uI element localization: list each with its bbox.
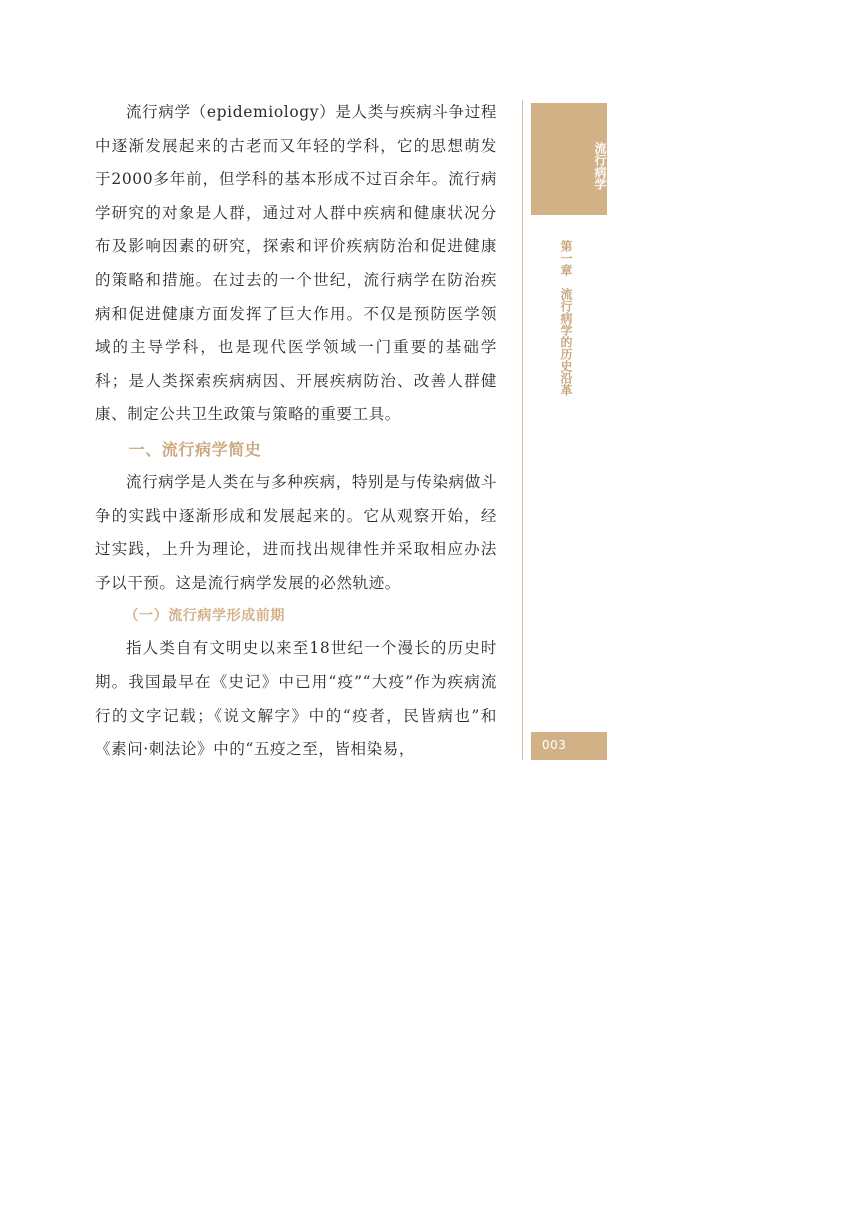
page-number-tab [531, 732, 607, 760]
book-title-tab [531, 103, 607, 215]
history-paragraph: 流行病学是人类在与多种疾病，特别是与传染病做斗争的实践中逐渐形成和发展起来的。它从观察开始，经过实践，上升为理论，进而找出规律性并采取相应办法予以干预。这是流行病学发展的必然轨迹。 [95, 472, 497, 592]
section-heading-history: 一、流行病学简史 [128, 439, 262, 459]
page-number: 003 [542, 738, 567, 752]
margin-divider [522, 100, 523, 760]
subsection-heading-early-period: （一）流行病学形成前期 [124, 608, 285, 625]
book-title: 流行病学 [593, 142, 607, 190]
early-period-paragraph: 指人类自有文明史以来至18世纪一个漫长的历史时期。我国最早在《史记》中已用“疫”“大疫”作为疾病流行的文字记载；《说文解字》中的“疫者，民皆病也”和《素问·刺法论》中的“五疫之至，皆相染易， [95, 639, 497, 759]
intro-paragraph: 流行病学（epidemiology）是人类与疾病斗争过程中逐渐发展起来的古老而又年轻的学科，它的思想萌发于2000多年前，但学科的基本形成不过百余年。流行病学研究的对象是人群，通过对人群中疾病和健康状况分布及影响因素的研究，探索和评价疾病防治和促进健康的策略和措施。在过去的一个世纪，流行病学在防治疾病和促进健康方面发挥了巨大作用。不仅是预防医学领域的主导学科，也是现代医学领域一门重要的基础学科；是人类探索疾病病因、开展疾病防治、改善人群健康、制定公共卫生政策与策略的重要工具。 [95, 103, 497, 424]
chapter-title: 第一章 流行病学的历史沿革 [559, 240, 573, 396]
main-text-column [95, 96, 497, 767]
